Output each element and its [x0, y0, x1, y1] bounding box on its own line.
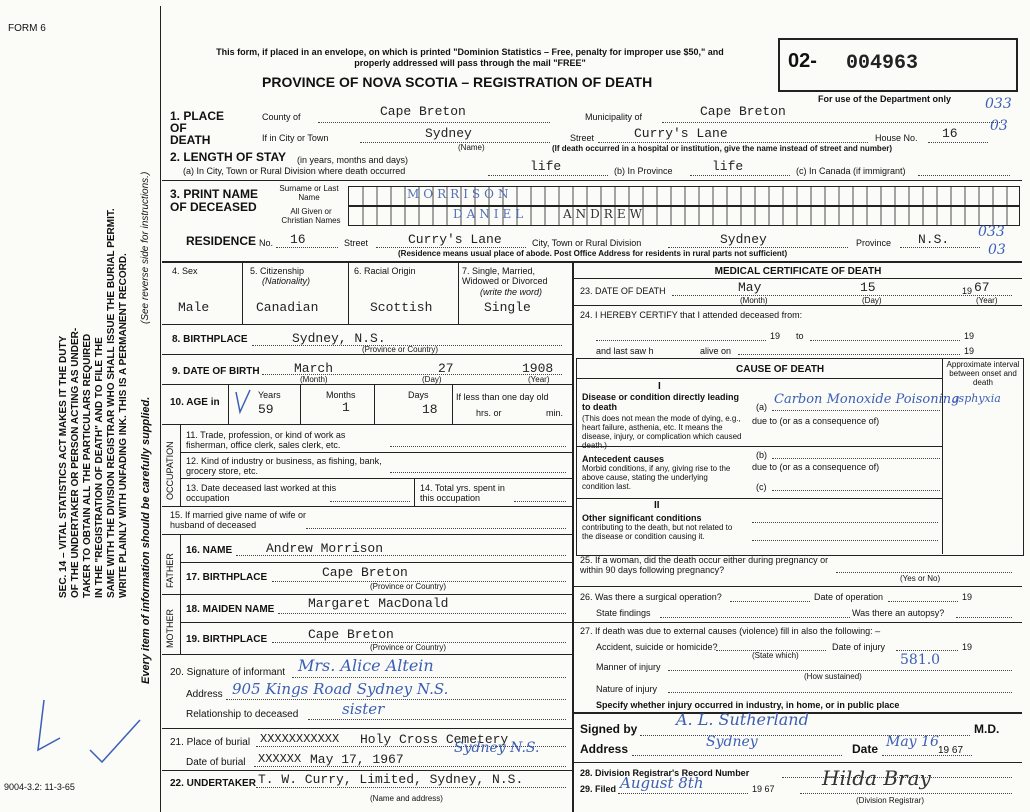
burial-place-label: 21. Place of burial — [170, 737, 251, 748]
father-section-label: FATHER — [165, 553, 175, 588]
manner-label: Manner of injury — [596, 662, 661, 672]
hrs-label: hrs. or — [476, 408, 502, 418]
death-year: 67 — [974, 280, 990, 295]
state-findings-label: State findings — [596, 608, 651, 618]
disease-label: Disease or condition directly leading to death — [582, 392, 740, 412]
interval-label: Approximate interval between onset and death — [946, 360, 1020, 387]
autopsy-label: Was there an autopsy? — [852, 608, 945, 618]
years-value: 59 — [258, 402, 274, 417]
cause-a-value: Carbon Monoxide Poisoning — [774, 392, 960, 407]
stay-city-label: (a) In City, Town or Rural Division where death occurred — [183, 166, 406, 176]
registrar-record-label: 28. Division Registrar's Record Number — [580, 768, 750, 778]
stay-canada-label: (c) In Canada (if immigrant) — [796, 166, 906, 176]
filed-year: 19 67 — [752, 784, 775, 794]
surname-boxes — [348, 186, 1020, 206]
registration-number-box: 02- 004963 — [778, 38, 1018, 92]
pregnancy-question: 25. If a woman, did the death occur either during pregnancy or within 90 days following pregnancy? — [580, 555, 829, 575]
residence-no-value: 16 — [290, 232, 306, 247]
burial-place-hand: Sydney N.S. — [454, 740, 540, 756]
certify-to: to — [796, 331, 804, 341]
residence-street-label: Street — [344, 238, 369, 248]
father-name-value: Andrew Morrison — [266, 541, 384, 556]
father-birthplace-label: 17. BIRTHPLACE — [186, 572, 268, 583]
house-value: 16 — [942, 126, 958, 141]
death-day: 15 — [860, 280, 876, 295]
city-label: If in City or Town — [262, 133, 329, 143]
deceased-name-label: 3. PRINT NAME OF DECEASED — [170, 187, 259, 214]
dob-day: 27 — [438, 361, 454, 376]
sex-value: Male — [178, 300, 210, 315]
md-label: M.D. — [974, 722, 1000, 736]
form-number: FORM 6 — [8, 23, 46, 34]
death-month-hint: (Month) — [740, 296, 768, 305]
birthplace-label: 8. BIRTHPLACE — [172, 334, 248, 345]
how-sustained-hint: (How sustained) — [804, 672, 862, 681]
mail-notice: This form, if placed in an envelope, on which is printed "Dominion Statistics – Free, penalty for improper use $50," and properly addressed will pass through the mail "FREE" — [216, 47, 724, 68]
cause-title: CAUSE OF DEATH — [736, 364, 825, 375]
days-value: 18 — [422, 402, 438, 417]
antecedent-hint: Morbid conditions, if any, giving rise to the above cause, stating the underlying condition last. — [582, 464, 731, 491]
injury-year: 19 — [962, 642, 973, 652]
undertaker-value: T. W. Curry, Limited, Sydney, N.S. — [258, 772, 524, 787]
alive-on-label: alive on — [700, 346, 732, 356]
burial-place-value: Holy Cross Cemetery — [360, 732, 509, 747]
years-label: Years — [258, 390, 281, 400]
death-year-prefix: 19 — [962, 286, 973, 296]
disease-hint: (This does not mean the mode of dying, e.g., heart failure, asthenia, etc. It means the disease, injury, or complication which caused death.) — [582, 414, 742, 450]
occupation-q11: 11. Trade, profession, or kind of work as fisherman, office clerk, sales clerk, etc. — [186, 430, 346, 450]
surname-value: MORRISON — [407, 187, 513, 201]
birthplace-value: Sydney, N.S. — [292, 331, 386, 346]
side-instructions: SEC. 14 – VITAL STATISTICS ACT MAKES IT THE DUTY OF THE UNDERTAKER OR PERSON ACTING AS UNDER- TAKER TO OBTAIN ALL THE PARTICULARS REQUIRED IN THE "REGISTRATION OF DEATH" AND TO FILE THE SAME WITH THE DIVISION REGISTRAR WHO SHALL ISSUE THE BURIAL PERMIT. WRITE PLAINLY WITH UNFADING INK. THIS IS A PERMANENT RECORD. — [58, 208, 129, 598]
mother-name-value: Margaret MacDonald — [308, 596, 449, 611]
stay-city-value: life — [530, 159, 562, 174]
citizenship-hint: (Nationality) — [262, 276, 311, 286]
mother-name-label: 18. MAIDEN NAME — [186, 604, 275, 615]
street-label: Street — [570, 133, 595, 143]
cause-c-label: (c) — [756, 482, 767, 492]
residence-no-label: No. — [259, 238, 274, 248]
father-birthplace-hint: (Province or Country) — [370, 582, 447, 591]
form-title: PROVINCE OF NOVA SCOTIA – REGISTRATION OF DEATH — [262, 74, 653, 90]
certify-label: 24. I HEREBY CERTIFY that I attended deceased from: — [580, 310, 803, 320]
burial-date-value: May 17, 1967 — [310, 752, 404, 767]
min-label: min. — [546, 408, 564, 418]
county-label: County of — [262, 112, 301, 122]
death-month: May — [738, 280, 762, 295]
given-name-1: DANIEL — [453, 207, 528, 221]
dept-use-label: For use of the Department only — [818, 94, 952, 104]
mother-section-label: MOTHER — [165, 609, 175, 648]
hospital-note: (If death occurred in a hospital or institution, give the name instead of street and number) — [552, 144, 893, 153]
physician-date-label: Date — [852, 742, 879, 756]
occupation-section-label: OCCUPATION — [165, 441, 175, 500]
birthplace-hint: (Province or Country) — [362, 345, 439, 354]
filed-date: August 8th — [620, 774, 704, 792]
months-label: Months — [326, 390, 356, 400]
name-hint: (Name) — [458, 143, 485, 152]
under-day-label: If less than one day old — [456, 392, 549, 402]
residence-city-label: City, Town or Rural Division — [532, 238, 642, 248]
relationship-label: Relationship to deceased — [186, 709, 299, 720]
occupation-q13: 13. Date deceased last worked at this occupation — [186, 483, 337, 503]
stay-province-label: (b) In Province — [614, 166, 673, 176]
side-note: Every item of information should be carefully supplied. — [140, 396, 152, 684]
date-injury-label: Date of injury — [832, 642, 886, 652]
informant-address: 905 Kings Road Sydney N.S. — [232, 680, 449, 698]
residence-label: RESIDENCE — [186, 234, 257, 248]
part-two: II — [654, 500, 660, 511]
length-of-stay-label: 2. LENGTH OF STAY — [170, 150, 287, 164]
given-names-boxes — [348, 206, 1020, 226]
cause-b-label: (b) — [756, 450, 767, 460]
stay-province-value: life — [712, 159, 744, 174]
racial-origin-value: Scottish — [370, 300, 433, 315]
informant-signature: Mrs. Alice Altein — [298, 656, 434, 675]
informant-address-label: Address — [186, 689, 223, 700]
dob-month-hint: (Month) — [300, 375, 328, 384]
residence-province-label: Province — [856, 238, 892, 248]
street-value: Curry's Lane — [634, 126, 728, 141]
given-names-label: All Given or Christian Names — [281, 207, 341, 225]
filed-label: 29. Filed — [580, 784, 617, 794]
registrar-hint: (Division Registrar) — [856, 796, 925, 805]
father-birthplace-value: Cape Breton — [322, 565, 408, 580]
surgical-question: 26. Was there a surgical operation? — [580, 592, 722, 602]
yes-no-hint: (Yes or No) — [900, 574, 941, 583]
residence-province-value: N.S. — [918, 232, 950, 247]
dob-day-hint: (Day) — [422, 375, 442, 384]
occupation-q12: 12. Kind of industry or business, as fishing, bank, grocery store, etc. — [186, 456, 382, 476]
months-value: 1 — [342, 400, 350, 415]
injury-code: 581.0 — [900, 652, 941, 668]
physician-signature: A. L. Sutherland — [676, 710, 809, 729]
last-saw-label: and last saw h — [596, 346, 654, 356]
due-to-a: due to (or as a consequence of) — [752, 416, 880, 426]
external-causes-label: 27. If death was due to external causes (violence) fill in also the following: – — [580, 626, 881, 636]
physician-address-label: Address — [580, 742, 629, 756]
signed-by-label: Signed by — [580, 722, 638, 736]
nature-label: Nature of injury — [596, 684, 658, 694]
physician-date: May 16 — [886, 734, 939, 750]
burial-place-struck: XXXXXXXXXXX — [260, 732, 340, 746]
relationship-value: sister — [342, 700, 385, 718]
death-day-hint: (Day) — [862, 296, 882, 305]
checkmark-marks — [30, 690, 150, 770]
marital-value: Single — [484, 300, 531, 315]
other-conditions-hint: contributing to the death, but not related to the disease or condition causing it. — [582, 523, 733, 541]
dob-year: 1908 — [522, 361, 554, 376]
undertaker-label: 22. UNDERTAKER — [170, 778, 256, 789]
dept-code-a: 033 — [985, 96, 1012, 112]
days-label: Days — [408, 390, 429, 400]
dob-label: 9. DATE OF BIRTH — [172, 366, 260, 377]
length-of-stay-hint: (in years, months and days) — [297, 155, 409, 165]
racial-origin-label: 6. Racial Origin — [354, 266, 416, 276]
physician-date-year: 19 67 — [938, 745, 964, 756]
side-see-reverse: (See reverse side for instructions.) — [140, 171, 151, 324]
county-value: Cape Breton — [380, 104, 466, 119]
undertaker-hint: (Name and address) — [370, 794, 443, 803]
sex-label: 4. Sex — [172, 266, 198, 276]
certify-year-2: 19 — [964, 331, 975, 341]
marital-hint: (write the word) — [480, 287, 543, 297]
surname-label: Surname or Last Name — [279, 184, 339, 202]
state-which-hint: (State which) — [752, 651, 799, 660]
certify-year-1: 19 — [770, 331, 781, 341]
place-of-death-label: 1. PLACE OF DEATH — [170, 109, 225, 147]
residence-note: (Residence means usual place of abode. Post Office Address for residents in rural parts not sufficient) — [398, 249, 788, 258]
house-label: House No. — [875, 133, 918, 143]
due-to-b: due to (or as a consequence of) — [752, 462, 880, 472]
dept-code-d: 03 — [988, 242, 1006, 258]
citizenship-label: 5. Citizenship — [250, 266, 305, 276]
dept-code-b: 03 — [990, 118, 1008, 134]
burial-date-label: Date of burial — [186, 757, 246, 768]
antecedent-label: Antecedent causes — [582, 454, 665, 464]
city-value: Sydney — [425, 126, 472, 141]
dob-year-hint: (Year) — [528, 375, 550, 384]
father-name-label: 16. NAME — [186, 545, 233, 556]
q15-spouse: 15. If married give name of wife or husband of deceased — [170, 510, 307, 530]
registrar-signature: Hilda Bray — [822, 766, 931, 790]
municipality-label: Municipality of — [585, 112, 643, 122]
accident-label: Accident, suicide or homicide? — [596, 642, 718, 652]
marital-label: 7. Single, Married, Widowed or Divorced — [462, 266, 548, 286]
burial-date-struck: XXXXXX — [258, 752, 302, 766]
physician-address: Sydney — [706, 734, 758, 750]
part-one: I — [658, 381, 661, 392]
date-of-death-label: 23. DATE OF DEATH — [580, 286, 666, 296]
footer-code: 9004-3.2: 11-3-65 — [4, 782, 75, 792]
dept-code-c: 033 — [978, 224, 1005, 240]
occupation-q14: 14. Total yrs. spent in this occupation — [420, 483, 505, 503]
informant-label: 20. Signature of informant — [170, 667, 286, 678]
dob-month: March — [294, 361, 334, 376]
specify-label: Specify whether injury occurred in industry, in home, or in public place — [596, 700, 900, 710]
mother-birthplace-hint: (Province or Country) — [370, 643, 447, 652]
residence-city-value: Sydney — [720, 232, 767, 247]
citizenship-value: Canadian — [256, 300, 319, 315]
age-checkmark — [232, 388, 256, 418]
op-year: 19 — [962, 592, 973, 602]
other-conditions-label: Other significant conditions — [582, 513, 702, 523]
residence-street-value: Curry's Lane — [408, 232, 502, 247]
mother-birthplace-label: 19. BIRTHPLACE — [186, 634, 268, 645]
medical-title: MEDICAL CERTIFICATE OF DEATH — [714, 266, 882, 277]
age-label: 10. AGE in — [170, 397, 220, 408]
cause-a-label: (a) — [756, 402, 767, 412]
alive-year: 19 — [964, 346, 975, 356]
date-op-label: Date of operation — [814, 592, 884, 602]
mother-birthplace-value: Cape Breton — [308, 627, 394, 642]
given-name-2: ANDREW — [563, 207, 646, 221]
cause-a-value-2: asphyxia — [952, 392, 1001, 405]
municipality-value: Cape Breton — [700, 104, 786, 119]
death-year-hint: (Year) — [976, 296, 998, 305]
